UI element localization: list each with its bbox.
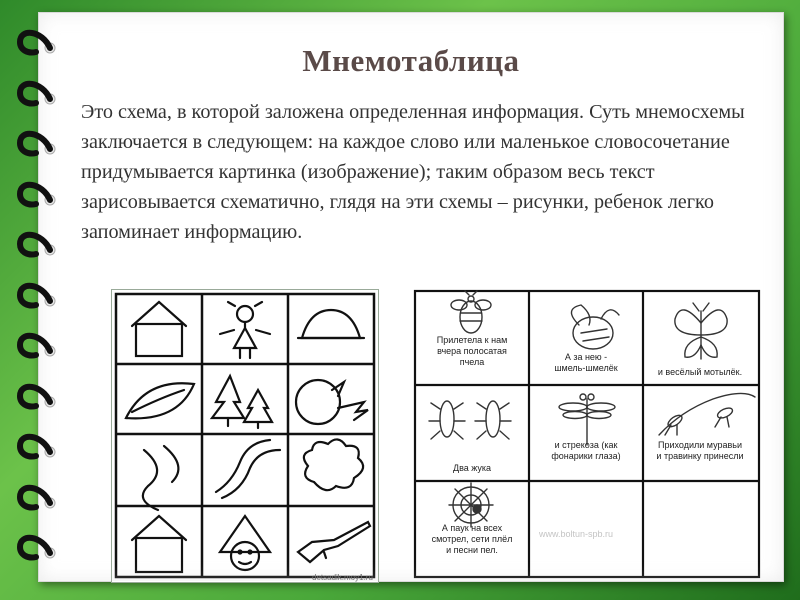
caption-line: А за нею - bbox=[564, 352, 608, 362]
caption-line: фонарики глаза) bbox=[551, 451, 621, 461]
binding-ring bbox=[12, 279, 68, 313]
hat-icon bbox=[298, 310, 364, 338]
caption-line: вчера полосатая bbox=[437, 346, 507, 356]
wavy-lines-icon bbox=[143, 446, 179, 510]
caption-line: и весёлый мотылёк. bbox=[657, 367, 743, 377]
description-paragraph: Это схема, в которой заложена определенная информация. Суть мнемосхемы заключается в следующем: на каждое слово или маленькое словосочетание придумывается картинка (изображение); таким образом весь текст зарисовывается схематично, глядя на эти схемы – рисунки, ребенок легко запоминает информацию. bbox=[81, 101, 745, 243]
caption-line: Два жука bbox=[452, 463, 492, 473]
left-credit: detsadik.moy1.ru bbox=[312, 573, 373, 582]
caption-line: шмель-шмелёк bbox=[554, 363, 618, 373]
house-icon bbox=[132, 516, 186, 572]
binding-ring bbox=[12, 329, 68, 363]
caption-line: и травинку принесли bbox=[656, 451, 744, 461]
page-title: Мнемотаблица bbox=[302, 43, 520, 78]
right-mnemotable bbox=[413, 289, 761, 581]
dragonfly-icon bbox=[559, 394, 615, 445]
face-kerchief-icon bbox=[220, 516, 270, 570]
left-mnemotable bbox=[111, 289, 379, 583]
caption-line: и песни пел. bbox=[446, 545, 498, 555]
caption-line: смотрел, сети плёл bbox=[431, 534, 513, 544]
ants-icon bbox=[659, 393, 755, 435]
binding-ring bbox=[12, 380, 68, 414]
binding-ring bbox=[12, 481, 68, 515]
bird-head-icon bbox=[296, 380, 368, 424]
butterfly-icon bbox=[675, 303, 727, 359]
caption-line: Прилетела к нам bbox=[436, 335, 508, 345]
curvy-lines-icon bbox=[216, 440, 280, 498]
bee-icon bbox=[451, 291, 491, 333]
house-icon bbox=[132, 302, 186, 356]
binding-ring bbox=[12, 531, 68, 565]
beetles-icon bbox=[429, 401, 511, 439]
right-watermark: www.boltun-spb.ru bbox=[539, 529, 614, 539]
binding-ring bbox=[12, 430, 68, 464]
caption-line: и стрекоза (как bbox=[554, 440, 618, 450]
girl-icon bbox=[220, 302, 270, 358]
caption-line: Приходили муравьи bbox=[658, 440, 742, 450]
leaf-icon bbox=[126, 383, 194, 418]
caption-line: А паук на всех bbox=[441, 523, 503, 533]
binding-ring bbox=[12, 178, 68, 212]
fir-trees-icon bbox=[212, 376, 272, 428]
slide-page bbox=[38, 12, 784, 582]
rifle-icon bbox=[298, 522, 370, 562]
cloud-icon bbox=[304, 439, 363, 490]
binding-ring bbox=[12, 228, 68, 262]
binding-ring bbox=[12, 77, 68, 111]
bumblebee-icon bbox=[571, 305, 619, 349]
spider-web-icon bbox=[449, 483, 493, 527]
binding-ring bbox=[12, 127, 68, 161]
binding-ring bbox=[12, 26, 68, 60]
caption-line: пчела bbox=[459, 357, 485, 367]
